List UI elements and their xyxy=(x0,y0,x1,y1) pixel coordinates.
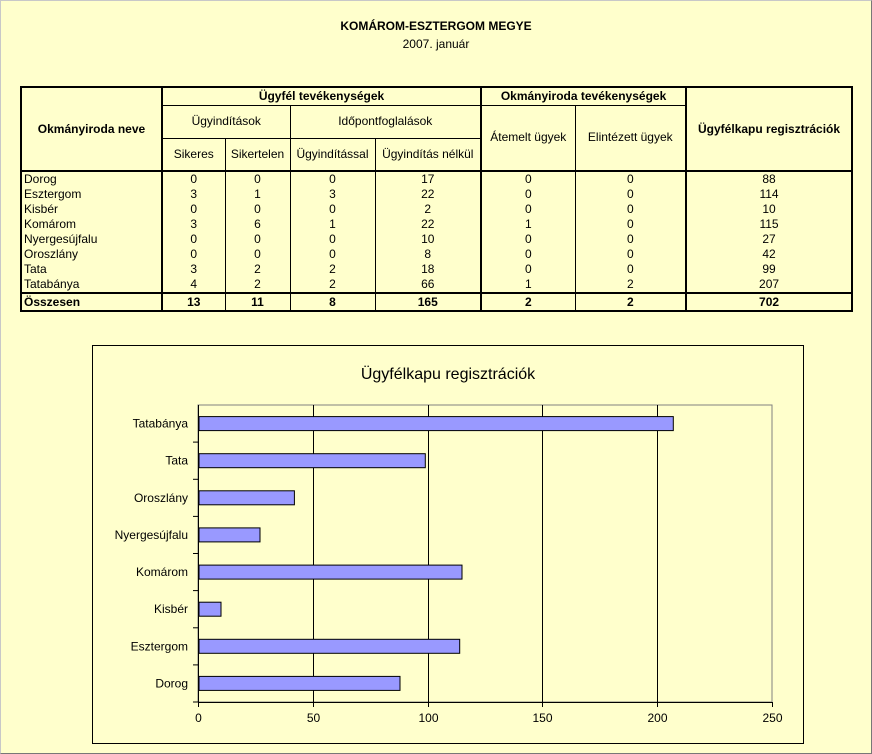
cell-success: 0 xyxy=(162,232,225,247)
cell-success: 0 xyxy=(162,202,225,217)
cell-registrations: 702 xyxy=(686,293,852,311)
cell-success: 13 xyxy=(162,293,225,311)
col-success: Sikeres xyxy=(162,138,225,171)
x-tick-label: 0 xyxy=(195,711,202,725)
cell-registrations: 42 xyxy=(686,247,852,262)
cell-with-init: 2 xyxy=(290,262,375,277)
cell-fail: 6 xyxy=(225,217,290,232)
cell-handled: 0 xyxy=(575,171,686,187)
cell-handled: 0 xyxy=(575,202,686,217)
cell-with-init: 0 xyxy=(290,171,375,187)
cell-with-init: 0 xyxy=(290,232,375,247)
office-name-cell: Dorog xyxy=(21,171,162,187)
chart-container xyxy=(92,345,804,744)
cell-transferred: 0 xyxy=(481,187,575,202)
y-category-label: Dorog xyxy=(155,676,188,691)
cell-fail: 2 xyxy=(225,277,290,293)
cell-without-init: 22 xyxy=(375,217,481,232)
cell-without-init: 165 xyxy=(375,293,481,311)
cell-success: 4 xyxy=(162,277,225,293)
cell-handled: 0 xyxy=(575,262,686,277)
office-name-cell: Komárom xyxy=(21,217,162,232)
office-name-cell: Esztergom xyxy=(21,187,162,202)
cell-fail: 0 xyxy=(225,247,290,262)
cell-handled: 0 xyxy=(575,217,686,232)
table-row xyxy=(21,187,852,202)
cell-fail: 0 xyxy=(225,171,290,187)
chart-title: Ügyfélkapu regisztrációk xyxy=(360,366,536,383)
y-category-label: Nyergesújfalu xyxy=(114,527,188,542)
cell-fail: 11 xyxy=(225,293,290,311)
table-row xyxy=(21,232,852,247)
cell-with-init: 1 xyxy=(290,217,375,232)
cell-fail: 2 xyxy=(225,262,290,277)
bar-chart xyxy=(93,346,803,743)
bar-komárom xyxy=(199,565,462,579)
cell-with-init: 8 xyxy=(290,293,375,311)
cell-success: 0 xyxy=(162,247,225,262)
cell-fail: 1 xyxy=(225,187,290,202)
cell-transferred: 0 xyxy=(481,247,575,262)
x-tick-label: 200 xyxy=(647,711,668,725)
cell-transferred: 0 xyxy=(481,232,575,247)
bar-tata xyxy=(199,454,425,468)
cell-handled: 0 xyxy=(575,187,686,202)
cell-registrations: 207 xyxy=(686,277,852,293)
cell-registrations: 99 xyxy=(686,262,852,277)
bar-kisbér xyxy=(199,602,221,616)
cell-transferred: 0 xyxy=(481,171,575,187)
x-tick-label: 250 xyxy=(762,711,783,725)
table-row xyxy=(21,217,852,232)
cell-handled: 2 xyxy=(575,293,686,311)
cell-transferred: 0 xyxy=(481,262,575,277)
cell-registrations: 88 xyxy=(686,171,852,187)
cell-with-init: 0 xyxy=(290,247,375,262)
table-row xyxy=(21,277,852,293)
cell-with-init: 3 xyxy=(290,187,375,202)
col-with-init: Ügyindítással xyxy=(290,138,375,171)
office-name-cell: Tata xyxy=(21,262,162,277)
cell-transferred: 1 xyxy=(481,217,575,232)
cell-handled: 0 xyxy=(575,247,686,262)
cell-transferred: 2 xyxy=(481,293,575,311)
subgroup-appointments: Időpontfoglalások xyxy=(290,105,481,138)
page-subtitle: 2007. január xyxy=(402,37,470,51)
table-row xyxy=(21,202,852,217)
col-handled: Elintézett ügyek xyxy=(575,105,686,171)
y-category-label: Tatabánya xyxy=(132,416,188,431)
cell-fail: 0 xyxy=(225,232,290,247)
bar-tatabánya xyxy=(199,417,673,431)
col-transferred: Átemelt ügyek xyxy=(481,105,575,171)
x-tick-label: 50 xyxy=(306,711,321,725)
cell-transferred: 1 xyxy=(481,277,575,293)
cell-without-init: 2 xyxy=(375,202,481,217)
cell-handled: 2 xyxy=(575,277,686,293)
y-category-label: Esztergom xyxy=(130,639,188,654)
y-category-label: Kisbér xyxy=(153,602,188,617)
office-name-cell: Tatabánya xyxy=(21,277,162,293)
x-tick-label: 150 xyxy=(532,711,553,725)
cell-handled: 0 xyxy=(575,232,686,247)
cell-without-init: 66 xyxy=(375,277,481,293)
cell-success: 3 xyxy=(162,262,225,277)
cell-success: 3 xyxy=(162,217,225,232)
cell-without-init: 22 xyxy=(375,187,481,202)
cell-success: 3 xyxy=(162,187,225,202)
cell-registrations: 114 xyxy=(686,187,852,202)
cell-fail: 0 xyxy=(225,202,290,217)
cell-without-init: 18 xyxy=(375,262,481,277)
group-client-activities: Ügyfél tevékenységek xyxy=(162,87,481,105)
statistics-table xyxy=(20,86,853,312)
y-category-label: Komárom xyxy=(135,565,188,580)
cell-registrations: 27 xyxy=(686,232,852,247)
total-row xyxy=(21,293,852,311)
table-row xyxy=(21,171,852,187)
bar-nyergesújfalu xyxy=(199,528,260,542)
cell-success: 0 xyxy=(162,171,225,187)
cell-without-init: 17 xyxy=(375,171,481,187)
office-name-cell: Nyergesújfalu xyxy=(21,232,162,247)
cell-transferred: 0 xyxy=(481,202,575,217)
col-registrations: Ügyfélkapu regisztrációk xyxy=(686,87,852,171)
group-office-activities: Okmányiroda tevékenységek xyxy=(481,87,686,105)
office-name-cell: Kisbér xyxy=(21,202,162,217)
plot-area xyxy=(198,405,772,702)
bar-dorog xyxy=(199,676,400,690)
cell-registrations: 115 xyxy=(686,217,852,232)
col-office-name: Okmányiroda neve xyxy=(21,87,162,171)
y-category-label: Oroszlány xyxy=(133,490,188,505)
cell-with-init: 0 xyxy=(290,202,375,217)
cell-without-init: 10 xyxy=(375,232,481,247)
bar-esztergom xyxy=(199,639,460,653)
col-fail: Sikertelen xyxy=(225,138,290,171)
table-row xyxy=(21,247,852,262)
office-name-cell: Oroszlány xyxy=(21,247,162,262)
bar-oroszlány xyxy=(199,491,294,505)
cell-with-init: 2 xyxy=(290,277,375,293)
subgroup-initiations: Ügyindítások xyxy=(162,105,290,138)
cell-registrations: 10 xyxy=(686,202,852,217)
y-category-label: Tata xyxy=(165,453,188,468)
page-title: KOMÁROM-ESZTERGOM MEGYE xyxy=(340,19,532,33)
x-tick-label: 100 xyxy=(418,711,439,725)
table-row xyxy=(21,262,852,277)
cell-without-init: 8 xyxy=(375,247,481,262)
office-name-cell: Összesen xyxy=(21,293,162,311)
col-without-init: Ügyindítás nélkül xyxy=(375,138,481,171)
